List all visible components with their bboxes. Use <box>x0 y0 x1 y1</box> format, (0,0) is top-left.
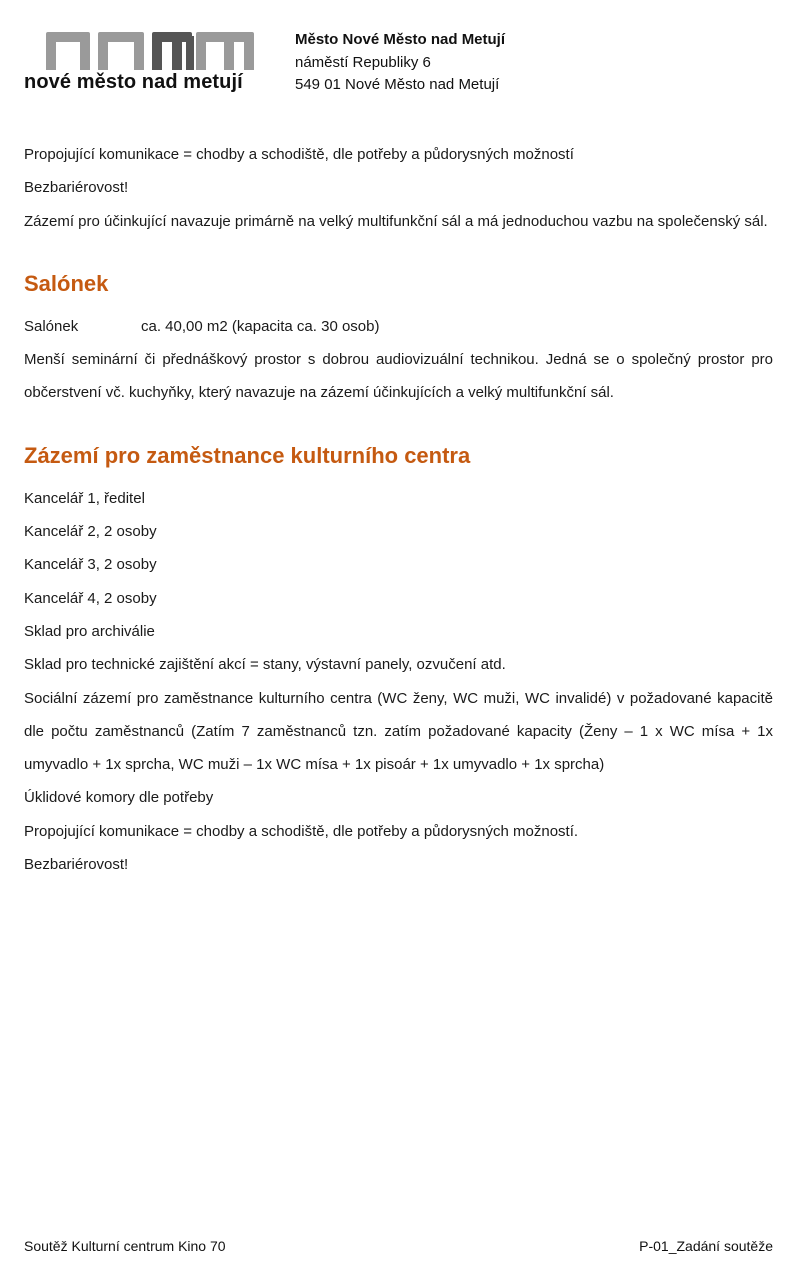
address-city: 549 01 Nové Město nad Metují <box>295 76 500 93</box>
list-item: Kancelář 1, ředitel <box>24 489 145 507</box>
salonek-row-value: ca. 40,00 m2 (kapacita ca. 30 osob) <box>141 317 380 335</box>
salonek-spec-row <box>24 310 773 343</box>
organization-address <box>295 29 505 97</box>
list-item: Sklad pro archiválie <box>24 622 155 640</box>
footer-competition-name: Soutěž Kulturní centrum Kino 70 <box>24 1238 226 1254</box>
city-logo-mark-icon <box>46 30 256 70</box>
intro-paragraph-2: Bezbariérovost! <box>24 179 129 197</box>
list-item: Bezbariérovost! <box>24 856 129 874</box>
page-footer <box>24 1238 773 1254</box>
list-item: Sklad pro technické zajištění akcí = stany, výstavní panely, ozvučení atd. <box>24 656 506 674</box>
section-heading-zazemi: Zázemí pro zaměstnance kulturního centra <box>24 442 471 468</box>
list-item: Propojující komunikace = chodby a schodiště, dle potřeby a půdorysných možností. <box>24 822 579 840</box>
list-item: Sociální zázemí pro zaměstnance kulturního centra (WC ženy, WC muži, WC invalidé) v požadované kapacitě dle počtu zaměstnanců (Zatím 7 zaměstnanců tzn. zatím požadované kapacity (Ženy – 1 x WC mísa + 1x umyvadlo + 1x sprcha, WC muži – 1x WC mísa + 1x pisoár + 1x umyvadlo + 1x sprcha) <box>24 689 773 774</box>
section-heading-salonek: Salónek <box>24 270 109 296</box>
intro-paragraph-3: Zázemí pro účinkující navazuje primárně na velký multifunkční sál a má jednoduchou vazbu na společenský sál. <box>24 212 768 230</box>
intro-paragraph-1: Propojující komunikace = chodby a schodiště, dle potřeby a půdorysných možností <box>24 146 574 163</box>
list-item: Kancelář 2, 2 osoby <box>24 523 157 541</box>
address-street: náměstí Republiky 6 <box>295 53 431 71</box>
footer-document-code: P-01_Zadání soutěže <box>639 1238 773 1254</box>
city-logo <box>24 26 264 94</box>
organization-name: Město Nové Město nad Metují <box>295 31 506 48</box>
salonek-description: Menší seminární či přednáškový prostor s dobrou audiovizuální technikou. Jedná se o společný prostor pro občerstvení vč. kuchyňky, který navazuje na zázemí účinkujících a velký multifunkční sál. <box>24 351 773 402</box>
list-item: Úklidové komory dle potřeby <box>24 789 214 807</box>
list-item: Kancelář 3, 2 osoby <box>24 556 157 574</box>
salonek-row-label: Salónek <box>24 317 79 335</box>
logo-wordmark: nové město nad metují <box>24 71 243 93</box>
list-item: Kancelář 4, 2 osoby <box>24 589 157 607</box>
document-body <box>24 138 773 881</box>
